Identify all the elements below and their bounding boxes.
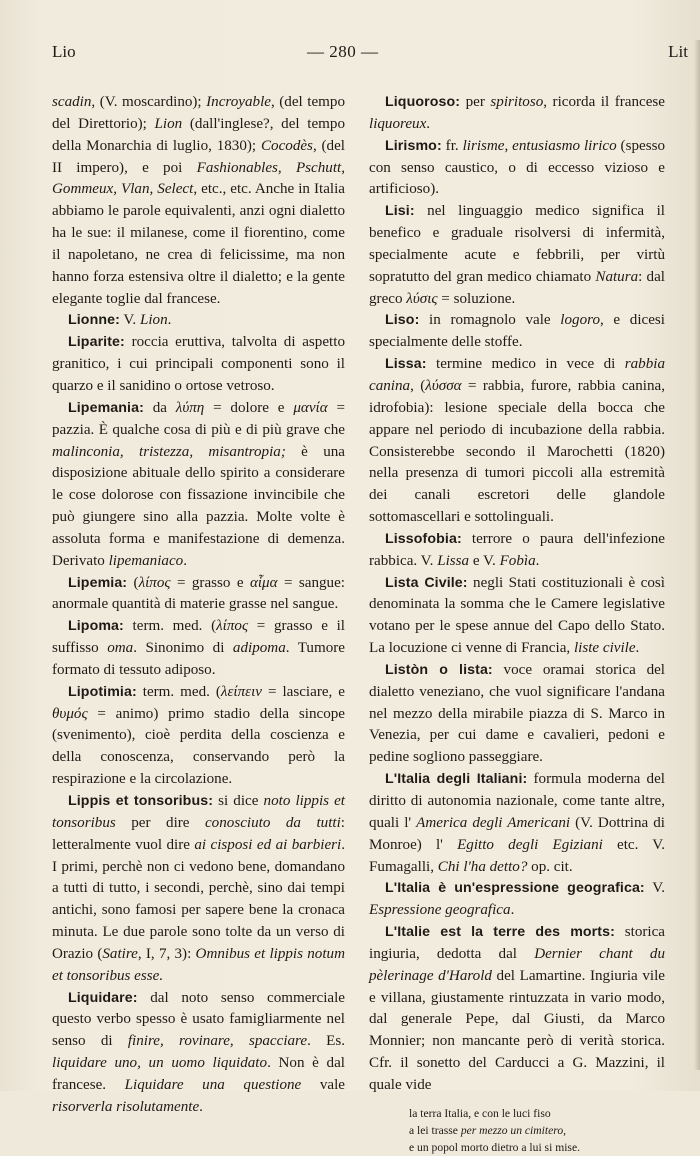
text-run: a lei trasse — [409, 1123, 461, 1137]
italic-text: λίπος — [138, 574, 171, 591]
italic-text: λύσις — [406, 290, 438, 307]
page-number: — 280 — — [307, 42, 379, 61]
italic-text: μανία — [293, 399, 328, 416]
text-run: . Tumore formato di tessuto adiposo. — [52, 640, 345, 678]
text-run: . — [183, 552, 187, 569]
text-run: : letteralmente vuol dire — [52, 814, 345, 853]
dictionary-entry — [52, 398, 345, 573]
text-run: = soluzione. — [437, 290, 516, 307]
dictionary-entry — [369, 136, 665, 202]
entry-headword: Lirismo: — [385, 137, 442, 154]
text-run: è una disposizione abituale dello spirito a considerare le cose dolorose con fissazione invincibile che può giungere sino alla pazzia. Molte volte è assoluta forma e manifestazione di demenza. Derivato — [52, 443, 345, 569]
text-run: dal noto senso commerciale questo verbo spesso è usato famigliarmente nel senso di — [52, 989, 345, 1050]
italic-text: Lissa — [437, 552, 470, 569]
italic-text: per mezzo un cimitero — [460, 1123, 564, 1137]
text-run: V. — [644, 880, 665, 897]
italic-text: Natura — [595, 268, 639, 285]
text-run: = pazzia. È qualche cosa di più e di più grave che — [52, 399, 345, 438]
text-run: V. — [119, 312, 140, 329]
italic-text: Liquidare una questione — [124, 1076, 302, 1093]
dictionary-entry — [369, 573, 665, 660]
text-run: . — [167, 312, 172, 329]
italic-text: lipemaniaco — [108, 552, 184, 569]
dictionary-entry — [52, 616, 345, 682]
text-run: ( — [127, 574, 139, 591]
italic-text: rabbia canina — [369, 356, 665, 394]
entry-headword: Lipotimia: — [68, 683, 137, 700]
entry-headword: Lista Civile: — [385, 574, 468, 591]
text-run: e V. — [469, 552, 500, 569]
italic-text: lirisme, entusiasmo lirico — [462, 137, 617, 154]
text-run: = lasciare, e — [262, 683, 345, 700]
verse-line — [409, 1139, 665, 1156]
italic-text: Cocodès — [260, 137, 313, 154]
text-run: (V. Dottrina di Monroe) l' — [369, 814, 665, 853]
dictionary-entry — [52, 573, 345, 617]
text-run: da — [143, 399, 176, 416]
entry-headword: Lissa: — [385, 356, 427, 373]
text-run: , (V. moscardino); — [91, 94, 207, 110]
dictionary-entry — [369, 201, 665, 310]
text-run: (spesso con senso caustico, o di eccesso vizioso e artificioso). — [369, 137, 666, 198]
continued-entry — [52, 92, 345, 310]
italic-text: liste civile — [573, 640, 636, 657]
text-run: op. cit. — [527, 858, 573, 875]
text-run: term. med. ( — [136, 683, 221, 700]
entry-headword: Liso: — [385, 312, 420, 329]
entry-headword: Lionne: — [68, 312, 120, 329]
verse-line — [409, 1122, 665, 1139]
page-edge-shadow — [694, 40, 700, 1070]
text-run: storica ingiuria, dedotta dal — [369, 924, 665, 962]
italic-text: Dernier chant du pèlerinage d'Harold — [369, 945, 665, 984]
text-run: si dice — [213, 793, 264, 809]
italic-text: λίπος — [216, 618, 249, 635]
italic-text: conosciuto da tutti — [204, 814, 341, 831]
text-run: . — [635, 640, 640, 657]
italic-text: risorverla risolutamente — [52, 1098, 200, 1115]
text-run: terrore o paura dell'infezione rabbica. V. — [369, 530, 665, 569]
entry-headword: Listòn o lista: — [385, 661, 493, 678]
italic-text: Lion — [154, 115, 183, 132]
text-run: , — [563, 1123, 567, 1137]
text-run: formula moderna del diritto di autonomia nazionale, come tante altre, quali l' — [369, 771, 665, 831]
italic-text: malinconia, tristezza, misantropia; — [52, 443, 286, 460]
italic-text: Fashionables, Pschutt, Gommeux, Vlan, Select — [52, 159, 345, 198]
entry-headword: L'Italia è un'espressione geografica: — [385, 880, 645, 897]
italic-text: Incroyable — [206, 94, 271, 110]
entry-headword: L'Italie est la terre des morts: — [385, 924, 615, 941]
text-run: per dire — [115, 814, 205, 831]
italic-text: Espressione geografica — [369, 902, 511, 919]
entry-headword: Lisi: — [385, 203, 415, 220]
text-run: . Es. — [307, 1033, 345, 1050]
entry-headword: Liparite: — [68, 334, 125, 351]
italic-text: adipoma — [232, 640, 286, 657]
dictionary-entry — [369, 529, 665, 573]
italic-text: Satire — [102, 945, 138, 962]
right-column — [369, 92, 665, 1156]
text-run: , ricorda il francese — [543, 94, 665, 110]
italic-text: λύσσα — [425, 377, 462, 394]
text-run: . — [426, 115, 431, 132]
italic-text: θυμός — [52, 705, 88, 722]
text-run: del Lamartine. Ingiuria vile e villana, giustamente rintuzzata in vario modo, dal generale Pepe, dal Giusti, da Marco Monnier; non mancante però di verità storica. Cfr. il sonetto del Carducci a G. Mazzini, il quale vide — [369, 967, 665, 1093]
left-column — [52, 92, 345, 1119]
text-run: . Non è dal francese. — [52, 1055, 346, 1093]
dictionary-entry — [369, 310, 665, 354]
entry-headword: Liquidare: — [68, 989, 138, 1006]
text-run: term. med. ( — [123, 618, 217, 635]
dictionary-entry — [369, 769, 665, 878]
italic-text: scadin — [52, 94, 92, 110]
italic-text: oma — [107, 640, 134, 657]
italic-text: Fobìa — [499, 552, 536, 569]
dictionary-entry — [369, 922, 665, 1097]
italic-text: Egitto degli Egiziani — [457, 836, 603, 853]
text-run: , etc., etc. Anche in Italia abbiamo le parole equivalenti, anzi ogni dialetto ha le sue: il milanese, come il fiorentino, come il napoletano, ne crea di felicissime, ma non hanno forza estensiva oltre il dialetto; e la gente elegante toglie dal francese. — [52, 181, 346, 307]
dictionary-entry — [369, 354, 665, 529]
dictionary-entry — [52, 332, 345, 398]
text-run: nel linguaggio medico significa il benefico e graduale risolversi di infermità, specialmente acute e febbrili, per virtù sopratutto del gran medico chiamato — [369, 203, 665, 285]
header-right-guideword: Lit — [668, 42, 688, 61]
entry-headword: Lippis et tonsoribus: — [68, 793, 214, 809]
running-header — [52, 42, 692, 66]
text-run: . — [510, 902, 515, 919]
text-run: la terra Italia, e con le luci fiso — [409, 1106, 551, 1120]
dictionary-entry — [52, 682, 345, 791]
dictionary-entry — [369, 92, 665, 136]
italic-text: Omnibus et lippis notum et tonsoribus esse. — [52, 945, 345, 984]
text-run: , ( — [410, 377, 426, 394]
text-run: = animo) primo stadio della sincope (svenimento), cioè perdita della coscienza e della conoscenza, conservando però la respirazione e la circolazione. — [52, 705, 345, 788]
italic-text: Chi l'ha detto? — [437, 858, 528, 875]
text-run: : dal greco — [369, 268, 665, 307]
entry-headword: Lipemania: — [68, 399, 144, 416]
text-run: fr. — [441, 137, 463, 154]
text-run: , I, 7, 3): — [137, 945, 196, 962]
text-run: e un popol morto dietro a lui si mise. — [409, 1140, 580, 1154]
verse-line — [409, 1105, 665, 1122]
italic-text: liquidare uno, un uomo liquidato — [52, 1055, 268, 1072]
text-run: (dall'inglese?, del tempo della Monarchia di luglio, 1830); — [52, 115, 346, 154]
entry-headword: L'Italia degli Italiani: — [385, 771, 528, 788]
text-run: roccia eruttiva, talvolta di aspetto granitico, i cui principali componenti sono il quarzo e il sanidino o ortose vetroso. — [52, 334, 345, 394]
text-run: , (del II impero), e poi — [52, 137, 345, 176]
italic-text: αἷμα — [249, 574, 278, 591]
verse-quotation — [409, 1105, 665, 1156]
entry-headword: Lipoma: — [68, 618, 124, 635]
italic-text: liquoreux — [369, 115, 427, 132]
header-left-guideword: Lio — [52, 42, 76, 61]
text-run: per — [460, 94, 491, 110]
text-run: . I primi, perchè non ci vedono bene, domandano a tutti di tutto, i secondi, perchè, sino dai tempi antichi, sono famosi per sapere bene la cronaca minuta. Le due parole sono tolte da un verso di Orazio ( — [52, 836, 345, 962]
dictionary-entry — [369, 660, 665, 769]
text-run: . — [199, 1098, 203, 1115]
text-run: = rabbia, furore, rabbia canina, idrofobia): lesione speciale della bocca che appare nel periodo di incubazione della rabbia. Consisterebbe secondo il Marochetti (1820) nella presenza di tumori piccoli alla estremità dei canali escretori delle glandole sottomascellari e sottolinguali. — [369, 377, 665, 526]
entry-headword: Lipemia: — [68, 574, 128, 591]
italic-text: λείπειν — [220, 683, 263, 700]
text-run: , (del tempo del Direttorio); — [52, 94, 345, 132]
dictionary-entry — [369, 878, 665, 922]
text-run: etc. V. Fumagalli, — [369, 836, 665, 875]
italic-text: logoro — [560, 312, 600, 329]
dictionary-entry — [52, 310, 345, 332]
text-run: negli Stati costituzionali è così denominata la somma che le Camere legislative votano per le spese annue del Capo dello Stato. La locuzione ci venne di Francia, — [369, 574, 665, 657]
entry-headword: Lissofobia: — [385, 530, 462, 547]
italic-text: Lion — [139, 312, 168, 329]
entry-headword: Liquoroso: — [385, 94, 461, 110]
dictionary-entry — [52, 988, 345, 1119]
text-run: . — [535, 552, 540, 569]
dictionary-entry — [52, 791, 345, 988]
text-run: , e dicesi specialmente delle stoffe. — [369, 312, 665, 351]
text-run: = sangue: anormale quantità di materie grasse nel sangue. — [52, 574, 345, 613]
italic-text: noto lippis et tonsoribus — [52, 793, 345, 831]
italic-text: finire, rovinare, spacciare — [127, 1033, 308, 1050]
italic-text: America degli Americani — [416, 814, 571, 831]
text-run: in romagnolo vale — [419, 312, 561, 329]
text-run: voce oramai storica del dialetto veneziano, che vuol significare l'andana nel mezzo della mirabile piazza di S. Marco in Venezia, per cui dame e cavalieri, pedoni e pedine sogliono passeggiare. — [369, 661, 666, 766]
text-run: = grasso e — [170, 574, 250, 591]
text-run: vale — [301, 1076, 345, 1093]
italic-text: λύπη — [175, 399, 205, 416]
text-run: termine medico in vece di — [426, 356, 625, 373]
text-run: = grasso e il suffisso — [52, 618, 345, 657]
italic-text: ai cisposi ed ai barbieri — [194, 836, 342, 853]
text-run: . Sinonimo di — [133, 640, 233, 657]
text-run: = dolore e — [204, 399, 294, 416]
italic-text: spiritoso — [490, 94, 544, 110]
